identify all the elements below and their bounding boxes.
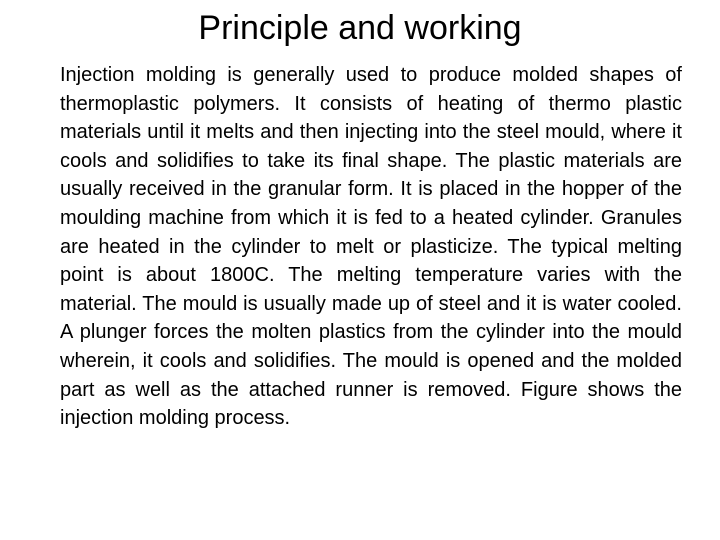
slide-title: Principle and working [198,9,522,47]
slide-body-text: Injection molding is generally used to produce molded shapes of thermoplastic polymers. It consists of heating of thermo plastic materials until it melts and then injecting into the steel mould, where it cools and solidifies to take its final shape. The plastic materials are usually received in the granular form. It is placed in the hopper of the moulding machine from which it is fed to a heated cylinder. Granules are heated in the cylinder to melt or plasticize. The typical melting point is about 1800C. The melting temperature varies with the material. The mould is usually made up of steel and it is water cooled. A plunger forces the molten plastics from the cylinder into the mould wherein, it cools and solidifies. The mould is opened and the molded part as well as the attached runner is removed. Figure shows the injection molding process. [60,64,682,430]
